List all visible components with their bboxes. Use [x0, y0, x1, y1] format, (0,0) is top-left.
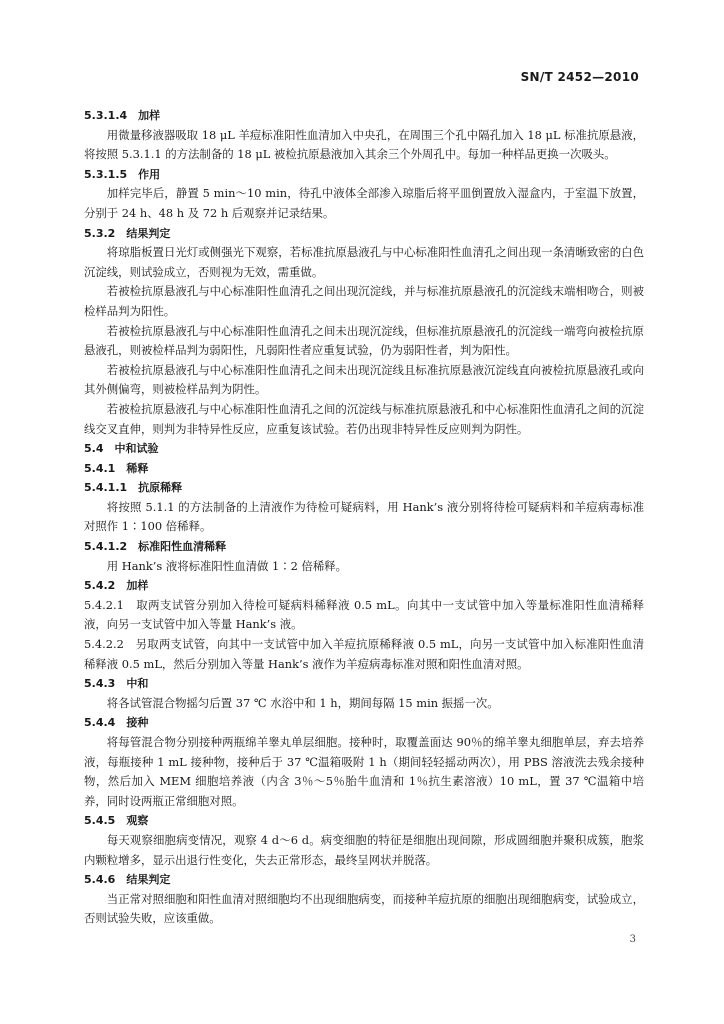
section-heading: 5.4.3 中和 [84, 677, 149, 691]
section-heading: 5.3.1.4 加样 [84, 109, 161, 122]
paragraph: 5.4.2.2 另取两支试管，向其中一支试管中加入羊痘抗原稀释液 0.5 mL，向另一支试管中加入标准阳性血清稀释液 0.5 mL，然后分别加入等量 Hank’s 液作为羊痘病毒标准对照和阳性血清对照。 [84, 637, 644, 671]
section-heading: 5.4.1.2 标准阳性血清稀释 [84, 540, 227, 554]
paragraph: 用微量移液器吸取 18 μL 羊痘标准阳性血清加入中央孔，在周围三个孔中隔孔加入 18 μL 标准抗原悬液，将按照 5.3.1.1 的方法制备的 18 μL 被检抗原悬液加入其余三个外周孔中。每加一种样品更换一次吸头。 [84, 127, 644, 162]
paragraph: 若被检抗原悬液孔与中心标准阳性血清孔之间未出现沉淀线且标准抗原悬液沉淀线直向被检抗原悬液孔或向其外侧偏弯，则被检样品判为阴性。 [84, 362, 644, 397]
paragraph: 用 Hank’s 液将标准阳性血清做 1∶2 倍稀释。 [106, 558, 348, 573]
section-heading: 5.4.1.1 抗原稀释 [84, 481, 183, 495]
document-code: SN/T 2452—2010 [520, 70, 639, 84]
paragraph: 将每管混合物分别接种两瓶绵羊睾丸单层细胞。接种时，取覆盖面达 90％的绵羊睾丸细胞单层，弃去培养液，每瓶接种 1 mL 接种物，接种后于 37 ℃温箱吸附 1 h（期间轻轻摇动两次），用 PBS 溶液洗去残余接种物，然后加入 MEM 细胞培养液（内含 3％～5％胎牛血清和 1％抗生素溶液）10 mL，置 37 ℃温箱中培养，同时设两瓶正常细胞对照。 [84, 735, 644, 808]
section-heading: 5.3.2 结果判定 [84, 226, 171, 240]
section-heading: 5.4.5 观察 [84, 814, 149, 828]
paragraph: 若被检抗原悬液孔与中心标准阳性血清孔之间未出现沉淀线，但标准抗原悬液孔的沉淀线一端弯向被检抗原悬液孔，则被检样品判为弱阳性，凡弱阳性者应重复试验，仍为弱阳性者，判为阳性。 [84, 323, 644, 358]
section-heading: 5.4.1 稀释 [84, 461, 149, 475]
paragraph: 将琼脂板置日光灯或侧强光下观察，若标准抗原悬液孔与中心标准阳性血清孔之间出现一条清晰致密的白色沉淀线，则试验成立，否则视为无效，需重做。 [84, 245, 644, 279]
paragraph: 将各试管混合物摇匀后置 37 ℃ 水浴中和 1 h，期间每隔 15 min 振摇一次。 [106, 695, 499, 710]
paragraph: 将按照 5.1.1 的方法制备的上清液作为待检可疑病料，用 Hank’s 液分别将待检可疑病料和羊痘病毒标准对照作 1∶100 倍稀释。 [84, 499, 644, 534]
paragraph: 若被检抗原悬液孔与中心标准阳性血清孔之间的沉淀线与标准抗原悬液孔和中心标准阳性血清孔之间的沉淀线交叉直伸，则判为非特异性反应，应重复该试验。若仍出现非特异性反应则判为阴性。 [84, 401, 644, 436]
section-heading: 5.3.1.5 作用 [84, 167, 161, 181]
paragraph: 若被检抗原悬液孔与中心标准阳性血清孔之间出现沉淀线，并与标准抗原悬液孔的沉淀线末端相吻合，则被检样品判为阳性。 [84, 284, 644, 318]
paragraph: 每天观察细胞病变情况，观察 4 d～6 d。病变细胞的特征是细胞出现间隙，形成圆细胞并聚积成簇，胞浆内颗粒增多，显示出退行性变化，失去正常形态，最终呈网状并脱落。 [84, 832, 644, 867]
paragraph: 加样完毕后，静置 5 min～10 min，待孔中液体全部渗入琼脂后将平皿倒置放入湿盒内，于室温下放置，分别于 24 h、48 h 及 72 h 后观察并记录结果。 [84, 186, 644, 220]
document-body [84, 106, 644, 929]
paragraph: 5.4.2.1 取两支试管分别加入待检可疑病料稀释液 0.5 mL。向其中一支试管中加入等量标准阳性血清稀释液，向另一支试管中加入等量 Hank’s 液。 [84, 597, 644, 632]
paragraph: 当正常对照细胞和阳性血清对照细胞均不出现细胞病变，而接种羊痘抗原的细胞出现细胞病变，试验成立，否则试验失败，应该重做。 [84, 891, 644, 926]
page-number: 3 [629, 934, 636, 945]
section-heading: 5.4.2 加样 [84, 579, 149, 593]
section-heading: 5.4.4 接种 [84, 716, 149, 730]
section-heading: 5.4 中和试验 [84, 442, 159, 456]
section-heading: 5.4.6 结果判定 [84, 873, 171, 887]
